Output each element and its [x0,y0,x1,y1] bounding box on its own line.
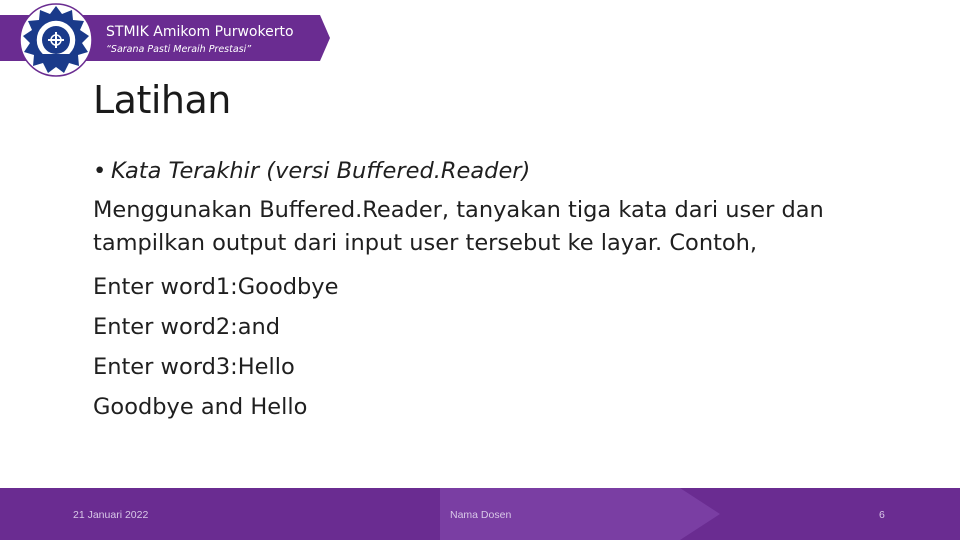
slide-content [93,155,893,427]
example-line: Enter word1:Goodbye [93,274,339,300]
instruction-paragraph: Menggunakan Buffered.Reader, tanyakan tiga kata dari user dan tampilkan output dari input user tersebut ke layar. Contoh, [93,197,824,256]
example-line: Enter word2:and [93,314,281,340]
campus-seal-logo [18,2,94,78]
example-line: Enter word3:Hello [93,354,295,380]
slide-title: Latihan [93,78,231,122]
bullet-text: Kata Terakhir (versi Buffered.Reader) [111,158,531,184]
footer-bar [0,488,960,540]
bullet-item [93,155,893,188]
page-number: 6 [879,509,885,521]
footer-author: Nama Dosen [450,509,512,521]
footer-date: 21 Januari 2022 [73,509,149,521]
org-tagline: “Sarana Pasti Meraih Prestasi” [106,44,252,55]
org-name: STMIK Amikom Purwokerto [106,24,294,40]
bullet-icon: • [93,158,107,184]
example-line: Goodbye and Hello [93,394,308,420]
